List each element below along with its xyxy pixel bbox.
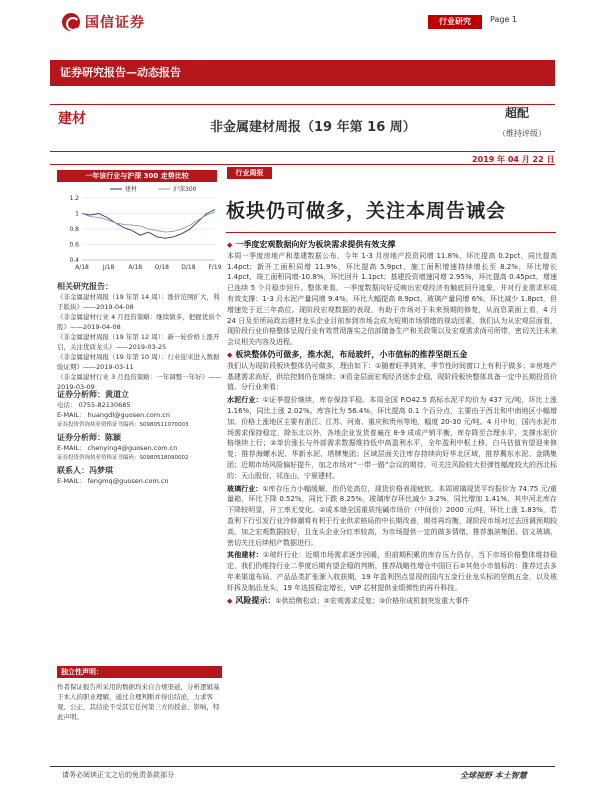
legend-label: 建材: [125, 186, 138, 193]
x-tick-label: A/18: [128, 264, 143, 271]
disclaimer: 作者保证报告所采用的数据均来自合规渠道，分析逻辑基于本人的职业理解，通过合理判断并得出结论，力求客观、公正，其结论不受其它任何第三方的授意、影响，特此声明。: [57, 683, 220, 721]
sector-label: 建材: [58, 111, 86, 127]
analyst2-email: E-MAIL： chenying4@guosen.com.cn: [57, 444, 178, 452]
y-tick-label: 0.6: [69, 241, 79, 249]
company-logo: [62, 12, 145, 32]
related-item: 《非金属建材行业 3 月投资策略：一年调整一年好》——2019-03-09: [57, 373, 222, 391]
main-body: [227, 240, 557, 606]
x-tick-label: D/18: [181, 264, 196, 271]
y-tick-label: 0.8: [69, 226, 79, 233]
other-text: ①玻纤行业：近期市场需求逐步回暖，但前期积累的库存压力仍存，当下市场价格整体维持稳定，我们仍维持行业二季度后期有望企稳的判断，推荐战略性增仓中国巨石②其他小市值标的：推荐过去多年来渠道布局、产品品类扩张渐入收获期，19 年盈利拐点显现的国内五金行业龙头标的坚朗五金，以及玻纤拆及制品龙头，19 年选拔稳定增长，VIP 芯材提供业绩弹性的再升科技。: [227, 551, 557, 592]
x-tick-label: F/19: [208, 264, 222, 271]
report-date: 2019 年 04 月 22 日: [472, 155, 555, 164]
paragraph: 本周一季度房地产和基建数据公布，今年 1-3 月房地产投资同增 11.8%，环比提高 0.2pct，同比提高 1.4pct；新开工面积同增 11.9%，环比提高 5.9pct，施工面积增速持续增长至 8.2%，环比增长 1.4pct，竣工面积同增-10.8%，环比回升 1.1pct；基建投资增速同增 2.95%，环比提高 0.45pct，增速已连续 5 个月稳步回升。整体来看，一季度数据向好反映出宏观经济有触底回升迹象，并对行业需求形成有效支撑：1-3 月水泥产量同增 9.4%，环比大幅提高 8.9pct，玻璃产量同增 6%，环比减少 1.8pct，但增速处于近三年高位。现阶段宏观数据的表现，有助于市场对于未来预期的修复，从而息菜面上看，4 月 24 日及至所局政治建材龙头企业目前参到市场会成为短期市场情绪的视动因素，我们认为从宏观层面看，现阶段行业价格整体呈现行业有效贯彻落实之信部储备生产和关政策以及宏观需求尚可所带，密切关注未来会议相关内容及进程。: [227, 251, 557, 347]
related-item: 《非金属建材行业 4 月投资策略：继续做多，把握优质个股》——2019-04-08: [57, 313, 222, 331]
legend-label: 沪深300: [173, 186, 197, 193]
rating: 超配: [505, 106, 530, 120]
weekly-title: 非金属建材周报（19 年第 16 周）: [210, 120, 416, 135]
y-tick-label: 0.4: [69, 257, 79, 264]
main-title: 板块仍可做多，关注本周告诫会: [226, 200, 507, 222]
risk-text: ①供给侧松动；②宏观需求反复；③价格形成机制突发重大事件: [275, 596, 470, 605]
related-research: [57, 282, 222, 392]
related-item: 《非金属建材周报（19 年第 12 周）：新一轮价格上涨开启，关注优质龙头》——2019-03-25: [57, 333, 220, 351]
x-tick-label: O/18: [154, 264, 169, 271]
footer-divider: [50, 766, 555, 767]
report-type-band: 证券研究报告—动态报告: [50, 60, 555, 86]
rating-sub: （维持评级）: [498, 129, 546, 138]
other-label: 其他建材：: [227, 551, 263, 560]
chart-title: 一年该行业与沪深 300 走势比较: [57, 170, 217, 182]
glass-text: ①库存压力小幅缓解，但仍处高位，现货价格表现疲软。本周玻璃现货平均报价为 74.75 元/重量箱，环比下降 0.52%，同比下跌 8.25%，玻璃库存环比减少 3.2%，同比增加 1.41%，其中河北库存下降较明显，开工率无变化。②成本端全国重质纯碱市场价（中间价）2000 元/吨，环比上涨 1.83%，若盈利下行引发行业冷修潮将有利于行业供求格局的中长期改善，期待再均衡，现阶段市场对过去回调预期较高，加之宏观数据较好，且龙头企业分红率较高，为市场提供一定的做多情绪，推荐旗滨集团、信义玻璃，密切关注后续相产数据进行。: [227, 484, 558, 547]
analyst1-phone: 电话： 0755-82130685: [57, 401, 131, 409]
section-head: ◆ 板块整体仍可做多，推水泥，布局玻纤，小市值标的推荐坚朗五金: [227, 350, 557, 361]
related-item: 《非金属建材周报（19 年第 10 周）：行业迎来进入数据验证期》——2019-03-11: [57, 353, 220, 371]
y-tick-label: 1: [75, 210, 79, 218]
analyst-info: [57, 390, 222, 486]
contact-email: E-MAIL： fengmq@guosen.com.cn: [57, 477, 169, 485]
analyst1-name: 黄道立: [105, 390, 129, 399]
related-item: 《非金属建材周报（19 年第 14 周）：涨价范围扩大，利于版块》——2019-04-08: [57, 293, 220, 311]
x-tick-label: A/18: [75, 264, 89, 271]
section-head: ◆ 一季度宏观数据向好为板块需求提供有效支撑: [227, 240, 557, 251]
logo-icon: [62, 13, 80, 31]
header-tag: 行业研究: [428, 15, 482, 29]
risk-head: ◆ 风险提示：: [227, 596, 275, 605]
performance-chart: [60, 184, 220, 274]
cement-text: ①证季提价继续，库存保持平稳。本周全国 P.O42.5 高标水泥平均价为 437 元/吨，环比上涨 1.16%，同比上涨 2.02%。库容比为 56.4%，环比提高 0.1 个百分点，主要由于西北和中南地区小幅增加。价格上涨地区主要有浙江、江苏、河南、重庆和贵州等地，幅度 20-30 元/吨。4 月中旬，国内水泥市场需求保持稳定，除东北以外，各地企业发货普遍在 8-9 成或产销平衡，库存降至合理水平，支撑水泥价格继续上行；②单价涨长与外部需求数据维持低中高盈利水平，全年盈利中枢上移，白马估值有望迎来修复；推荐海螺水泥、华新水泥、塔牌集团；区域层面关注库存持续向好华北区域，推荐冀东水泥、金隅集团；近期市场风险偏好提升，加之市场对“一带一路”会议的期待，可关注风险较大但弹性幅度较大的西北标的：天山股份、祁连山、宁夏建材。: [227, 396, 557, 480]
glass-label: 玻璃行业：: [227, 484, 263, 493]
y-tick-label: 1.2: [69, 195, 79, 202]
related-head: 相关研究报告：: [57, 282, 113, 291]
divider: [50, 164, 555, 165]
page-number: Page 1: [490, 15, 517, 24]
analyst1-email: E-MAIL： huangdl@guosen.com.cn: [57, 411, 170, 419]
title-underline: [226, 232, 556, 233]
report-tag: 行业周报: [227, 167, 272, 179]
brand-name: 国信证券: [85, 15, 145, 31]
contact-name: 冯梦琪: [89, 466, 113, 475]
footer-slogan: 全球视野 本土智慧: [460, 771, 527, 780]
chart-svg: [60, 184, 220, 274]
x-tick-label: J/18: [102, 264, 115, 271]
analyst1-label: 证券分析师：: [57, 390, 105, 399]
footer-disclaimer: 请务必阅读正文之后的免责条款部分: [62, 771, 174, 779]
contact-label: 联系人：: [57, 466, 89, 475]
analyst1-cert: 证券投资咨询执业资格证书编码：S0980511070003: [57, 422, 189, 428]
series-line-0: [82, 210, 215, 239]
analyst2-cert: 证券投资咨询执业资格证书编码：S0980518090002: [57, 455, 189, 461]
paragraph: 我们认为现阶段板块整体仍可做多，理由如下：①随着旺季到来，季节性时间窗口上有利于做多；②房地产基建需求尚好，供给控制仍在继续；③资金层面宏观经济逐步企稳，现阶段板块整体具备一定中长期投资价值。分行业来看：: [227, 361, 557, 392]
analyst2-label: 证券分析师：: [57, 433, 105, 442]
cement-label: 水泥行业：: [227, 396, 263, 405]
disclaimer-head: 独立性声明：: [57, 666, 222, 678]
analyst2-name: 陈颖: [105, 433, 121, 442]
